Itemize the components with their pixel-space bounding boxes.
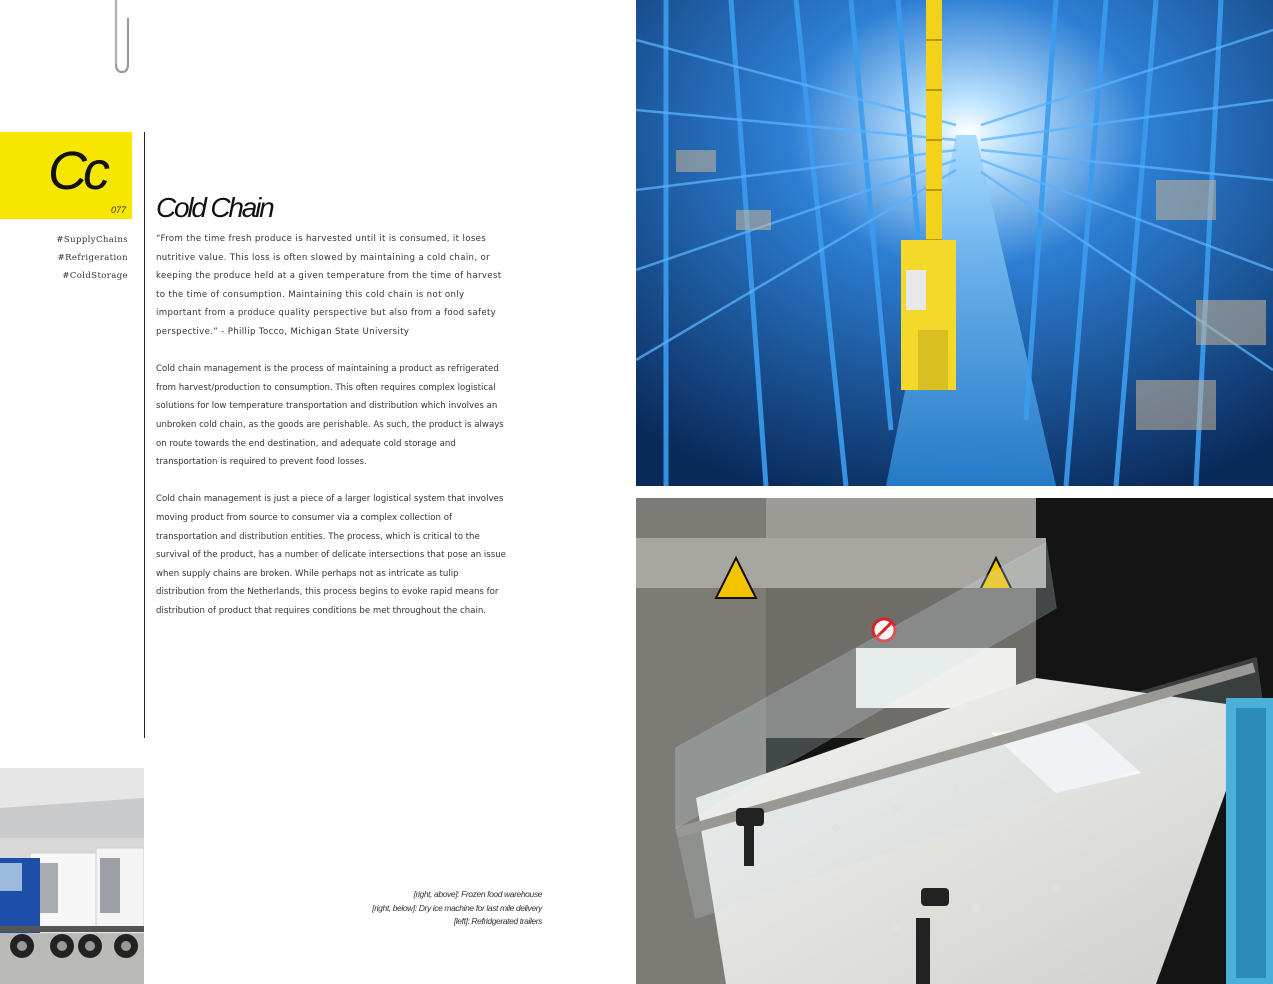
hashtag[interactable]: #SupplyChains: [56, 235, 128, 245]
warehouse-photo: [636, 0, 1273, 486]
paperclip-icon: [108, 0, 136, 76]
hashtag-list: [56, 231, 128, 285]
caption: [right, below]: Dry ice machine for last mile delivery: [372, 902, 542, 913]
photo-captions: [372, 888, 542, 929]
page-number: 077: [111, 205, 127, 215]
body-paragraph: Cold chain management is just a piece of a larger logistical system that involves moving product from source to consumer via a complex collection of transportation and distribution entities. The process, which is critical to the survival of the product, has a number of delicate intersections that pose an issue when supply chains are broken. While perhaps not as intricate as tulip distribution from the Netherlands, this process begins to evoke rapid means for distribution of product that requires conditions be met throughout the chain.: [156, 494, 506, 616]
refrigerated-trailers-photo: [0, 768, 144, 984]
hashtag[interactable]: #ColdStorage: [62, 271, 128, 281]
dry-ice-machine-photo: [636, 498, 1273, 984]
hashtag[interactable]: #Refrigeration: [57, 253, 128, 263]
body-paragraph: Cold chain management is the process of maintaining a product as refrigerated from harvest/production to consumption. This often requires complex logistical solutions for low temperature transportation and distribution which involves an unbroken cold chain, as the goods are perishable. As such, the product is always on route towards the end destination, and adequate cold storage and transportation is required to prevent food losses.: [156, 364, 504, 468]
caption: [right, above]: Frozen food warehouse: [413, 889, 542, 899]
article-body: [156, 230, 506, 639]
quote-paragraph: “From the time fresh produce is harvested until it is consumed, it loses nutritive value. This loss is often slowed by maintaining a cold chain, or keeping the produce held at a given temperature from the time of harvest to the time of consumption. Maintaining this cold chain is not only important from a produce quality perspective but also from a food safety perspective.” - Phillip Tocco, Michigan State University: [156, 234, 502, 337]
caption: [left]: Refridgerated trailers: [453, 916, 542, 926]
section-letters: Cc: [48, 141, 106, 201]
article-title: Cold Chain: [156, 192, 273, 223]
divider-line: [144, 132, 145, 738]
